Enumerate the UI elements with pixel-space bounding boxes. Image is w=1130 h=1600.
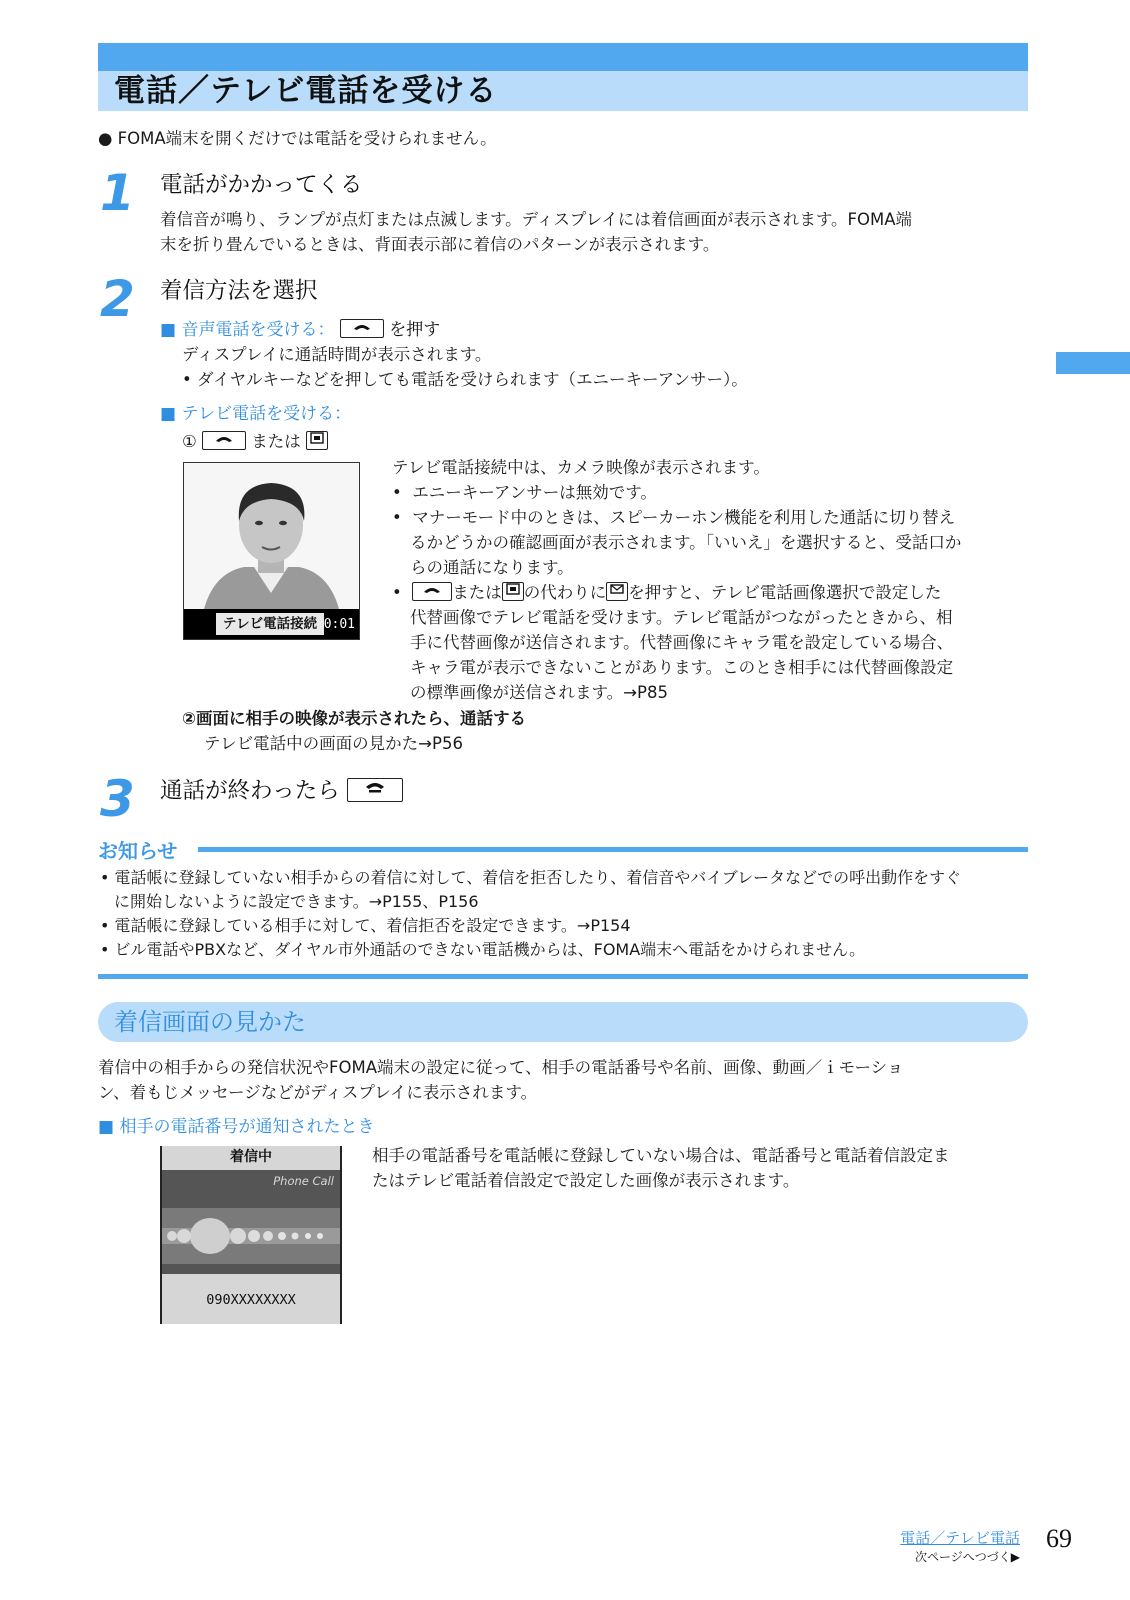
step-1-title: 電話がかかってくる <box>160 172 363 198</box>
mail-icon <box>610 583 624 595</box>
tv-bullet-2-line-2: るかどうかの確認画面が表示されます。「いいえ」を選択すると、受話口か <box>410 533 962 552</box>
person-portrait-icon <box>184 463 359 609</box>
mail-key-icon <box>606 582 628 601</box>
wave-dots-icon <box>162 1206 340 1266</box>
page-title: 電話／テレビ電話を受ける <box>114 73 498 109</box>
tv-call-heading: ■ テレビ電話を受ける： <box>160 404 352 424</box>
videophone-call-timer: 0:01 <box>323 617 355 632</box>
tv-option-2: ②画面に相手の映像が表示されたら、通話する <box>182 709 526 728</box>
end-key-icon <box>347 778 403 802</box>
info-note-3: • ビル電話やPBXなど、ダイヤル市外通話のできない電話機からは、FOMA端末へ電話をかけられません。 <box>100 940 866 959</box>
videophone-key-icon <box>502 582 524 601</box>
section-2-header <box>98 1002 1028 1042</box>
tv-bullet-3-line-1: • または の代わりに を押すと、テレビ電話画像選択で設定した <box>392 583 942 602</box>
caller-id-heading: ■ 相手の電話番号が通知されたとき <box>98 1117 375 1137</box>
tv-option-1-or: または <box>251 432 301 451</box>
send-key-icon <box>412 582 452 601</box>
handset-icon <box>351 320 373 332</box>
handset-icon <box>421 583 443 595</box>
tv-desc: テレビ電話接続中は、カメラ映像が表示されます。 <box>392 458 770 477</box>
voice-call-line-1: ディスプレイに通話時間が表示されます。 <box>182 345 492 364</box>
tv-option-1-marker: ① <box>182 432 197 451</box>
info-note-1-line-2: に開始しないように設定できます。→P155、P156 <box>114 892 479 911</box>
chapter-side-tab <box>1056 352 1130 374</box>
footer-chapter-link[interactable]: 電話／テレビ電話 <box>900 1529 1020 1547</box>
step-1-line-1: 着信音が鳴り、ランプが点灯または点滅します。ディスプレイには着信画面が表示されます。FOMA端 <box>160 210 913 229</box>
videophone-status-bar <box>184 609 359 639</box>
step-3-title-text: 通話が終わったら <box>160 778 340 804</box>
section-2-title: 着信画面の見かた <box>114 1008 306 1036</box>
page-number: 69 <box>1046 1524 1072 1553</box>
tv-bullet-2-line-3: らの通話になります。 <box>410 558 574 577</box>
caller-id-desc-line-2: たはテレビ電話着信設定で設定した画像が表示されます。 <box>372 1171 800 1190</box>
tv-option-1 <box>182 429 328 454</box>
tv-bullet-1-text: エニーキーアンサーは無効です。 <box>412 483 657 502</box>
title-band-top <box>98 43 1028 71</box>
voice-call-heading <box>160 318 440 343</box>
send-key-icon <box>340 319 384 338</box>
info-rule <box>198 847 1028 852</box>
videophone-key-icon <box>306 431 328 450</box>
incoming-call-number: 090XXXXXXXX <box>206 1292 296 1308</box>
incoming-call-screen <box>160 1146 342 1324</box>
tv-bullet-3-line-5: の標準画像が送信されます。→P85 <box>410 683 668 702</box>
step-3-title <box>160 776 403 806</box>
section-2-line-2: ン、着もじメッセージなどがディスプレイに表示されます。 <box>98 1083 538 1102</box>
info-note-1-line-1: • 電話帳に登録していない相手からの着信に対して、着信を拒否したり、着信音やバイブレータなどでの呼出動作をすぐ <box>100 868 962 887</box>
caller-id-desc-line-1: 相手の電話番号を電話帳に登録していない場合は、電話番号と電話着信設定ま <box>372 1146 950 1165</box>
tv-bullet-2-line-1: • マナーモード中のときは、スピーカーホン機能を利用した通話に切り替え <box>392 508 956 527</box>
section-separator <box>98 974 1028 979</box>
info-heading: お知らせ <box>98 839 178 863</box>
section-2-line-1: 着信中の相手からの発信状況やFOMA端末の設定に従って、相手の電話番号や名前、画像、動画／ｉモーショ <box>98 1058 904 1077</box>
tv-bullet-1: • エニーキーアンサーは無効です。 <box>392 483 657 502</box>
videophone-icon <box>506 583 520 595</box>
intro-bullet: ● FOMA端末を開くだけでは電話を受けられません。 <box>98 129 497 148</box>
send-key-icon <box>202 431 246 450</box>
voice-call-heading-suffix: を押す <box>389 320 441 340</box>
videophone-icon <box>310 432 324 444</box>
handset-icon <box>213 432 235 444</box>
tv-option-2-sub: テレビ電話中の画面の見かた→P56 <box>204 734 463 753</box>
tv-bullet-3-line-3: 手に代替画像が送信されます。代替画像にキャラ電を設定している場合、 <box>410 633 954 652</box>
footer-continued: 次ページへつづく▶ <box>915 1550 1020 1564</box>
incoming-call-title: 着信中 <box>230 1149 272 1165</box>
voice-call-line-2: • ダイヤルキーなどを押しても電話を受けられます（エニーキーアンサー）。 <box>182 370 748 389</box>
tv-bullet-3-line-4: キャラ電が表示できないことがあります。このとき相手には代替画像設定 <box>410 658 954 677</box>
step-2-title: 着信方法を選択 <box>160 278 318 304</box>
tv-bullet-3-or: または <box>452 583 502 602</box>
title-band <box>98 43 1028 111</box>
voice-call-heading-text: ■ 音声電話を受ける： <box>160 320 335 340</box>
step-2-number: 2 <box>100 270 135 328</box>
incoming-call-phone-call-text: Phone Call <box>273 1174 334 1188</box>
info-note-2: • 電話帳に登録している相手に対して、着信拒否を設定できます。→P154 <box>100 916 631 935</box>
videophone-connecting-label: テレビ電話接続 <box>216 613 324 635</box>
tv-bullet-3-mid: の代わりに <box>523 583 607 602</box>
step-1-number: 1 <box>100 164 135 222</box>
hangup-icon <box>363 780 387 794</box>
step-1-line-2: 末を折り畳んでいるときは、背面表示部に着信のパターンが表示されます。 <box>160 235 720 254</box>
videophone-screen-image <box>183 462 360 640</box>
step-3-number: 3 <box>100 770 135 828</box>
tv-bullet-2-text: マナーモード中のときは、スピーカーホン機能を利用した通話に切り替え <box>412 508 956 527</box>
tv-bullet-3-text: を押すと、テレビ電話画像選択で設定した <box>628 583 942 602</box>
tv-bullet-3-line-2: 代替画像でテレビ電話を受けます。テレビ電話がつながったときから、相 <box>410 608 953 627</box>
